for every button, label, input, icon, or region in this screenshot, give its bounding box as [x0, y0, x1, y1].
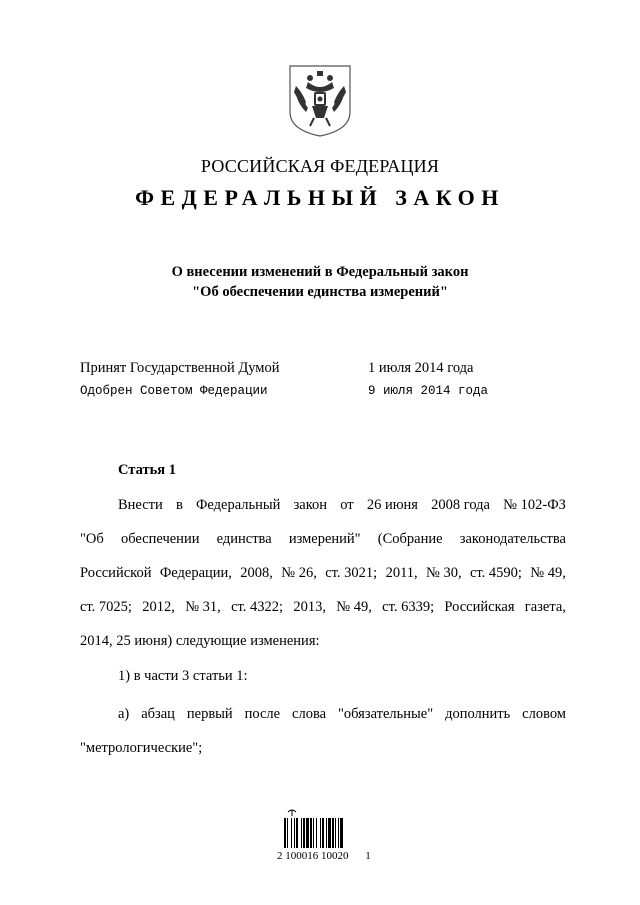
article-line-2 [80, 531, 566, 548]
article-subitem-a [118, 706, 566, 723]
barcode-bar [316, 818, 317, 848]
law-title-line-2: "Об обеспечении единства измерений" [192, 284, 448, 300]
word: 2013, [293, 599, 326, 615]
word: № 49, [336, 599, 372, 615]
word: Федерации, [159, 565, 232, 581]
word: первый [186, 706, 233, 722]
barcode-bar [335, 818, 336, 848]
word: после [244, 706, 281, 722]
article-line-4 [80, 599, 566, 616]
barcode-bar [291, 818, 292, 848]
barcode-bars [284, 818, 343, 848]
council-date: 9 июля 2014 года [368, 384, 489, 398]
word: Внести [118, 497, 163, 513]
duma-date: 1 июля 2014 года [368, 360, 474, 376]
word: слова [292, 706, 327, 722]
barcode-bar [313, 818, 314, 848]
law-title-line-1: О внесении изменений в Федеральный закон [171, 264, 469, 280]
word: словом [522, 706, 566, 722]
barcode-bar [340, 818, 343, 848]
barcode-bar [310, 818, 312, 848]
word: единства [216, 531, 272, 547]
barcode-bar [301, 818, 302, 848]
word: "обязательные" [338, 706, 434, 722]
law-type-heading: ФЕДЕРАЛЬНЫЙ ЗАКОН [135, 185, 505, 210]
barcode-bar [322, 818, 324, 848]
article-subitem-a-cont: "метрологические"; [80, 740, 203, 756]
word: № 31, [185, 599, 221, 615]
word: в [175, 497, 183, 513]
barcode-mark-icon [288, 810, 296, 816]
barcode-bar [326, 818, 327, 848]
barcode-bar [287, 818, 288, 848]
article-line-5: 2014, 25 июня) следующие изменения: [80, 633, 320, 649]
word: № 102-ФЗ [503, 497, 566, 513]
word: 2008 года [431, 497, 490, 513]
word: Российская [444, 599, 515, 615]
barcode-bar [296, 818, 298, 848]
barcode-bar [303, 818, 305, 848]
word: (Собрание [377, 531, 443, 547]
word: обеспечении [120, 531, 200, 547]
word: законодательства [459, 531, 566, 547]
word: № 26, [281, 565, 317, 581]
coat-of-arms-emblem [286, 62, 354, 138]
council-label: Одобрен Советом Федерации [80, 384, 268, 398]
country-name: РОССИЙСКАЯ ФЕДЕРАЦИЯ [200, 156, 440, 176]
word: газета, [524, 599, 566, 615]
barcode-bar [320, 818, 321, 848]
barcode-suffix: 1 [365, 850, 371, 862]
word: дополнить [445, 706, 511, 722]
word: Российской [80, 565, 152, 581]
barcode-bar [328, 818, 331, 848]
word: закон [293, 497, 328, 513]
barcode-bar [338, 818, 339, 848]
barcode-bar [294, 818, 295, 848]
barcode-number: 2 100016 10020 [277, 850, 349, 862]
barcode-number-row [277, 850, 387, 862]
word: ст. 6339; [382, 599, 435, 615]
word: ст. 3021; [325, 565, 378, 581]
article-item-1: 1) в части 3 статьи 1: [118, 668, 248, 684]
word: абзац [141, 706, 175, 722]
duma-label: Принят Государственной Думой [80, 360, 280, 376]
word: 2011, [385, 565, 418, 581]
word: 2012, [142, 599, 175, 615]
word: а) [118, 706, 130, 722]
barcode-bar [306, 818, 309, 848]
word: № 49, [530, 565, 566, 581]
word: ст. 7025; [80, 599, 132, 615]
word: 2008, [240, 565, 273, 581]
barcode-bar [284, 818, 286, 848]
word: № 30, [426, 565, 462, 581]
article-line-1 [118, 497, 566, 514]
word: ст. 4590; [469, 565, 522, 581]
word: от [340, 497, 354, 513]
article-line-3 [80, 565, 566, 582]
law-title [0, 262, 640, 302]
word: измерений" [288, 531, 361, 547]
barcode-bar [332, 818, 334, 848]
word: "Об [80, 531, 104, 547]
word: Федеральный [195, 497, 281, 513]
word: ст. 4322; [231, 599, 284, 615]
article-heading: Статья 1 [118, 462, 176, 478]
word: 26 июня [366, 497, 418, 513]
